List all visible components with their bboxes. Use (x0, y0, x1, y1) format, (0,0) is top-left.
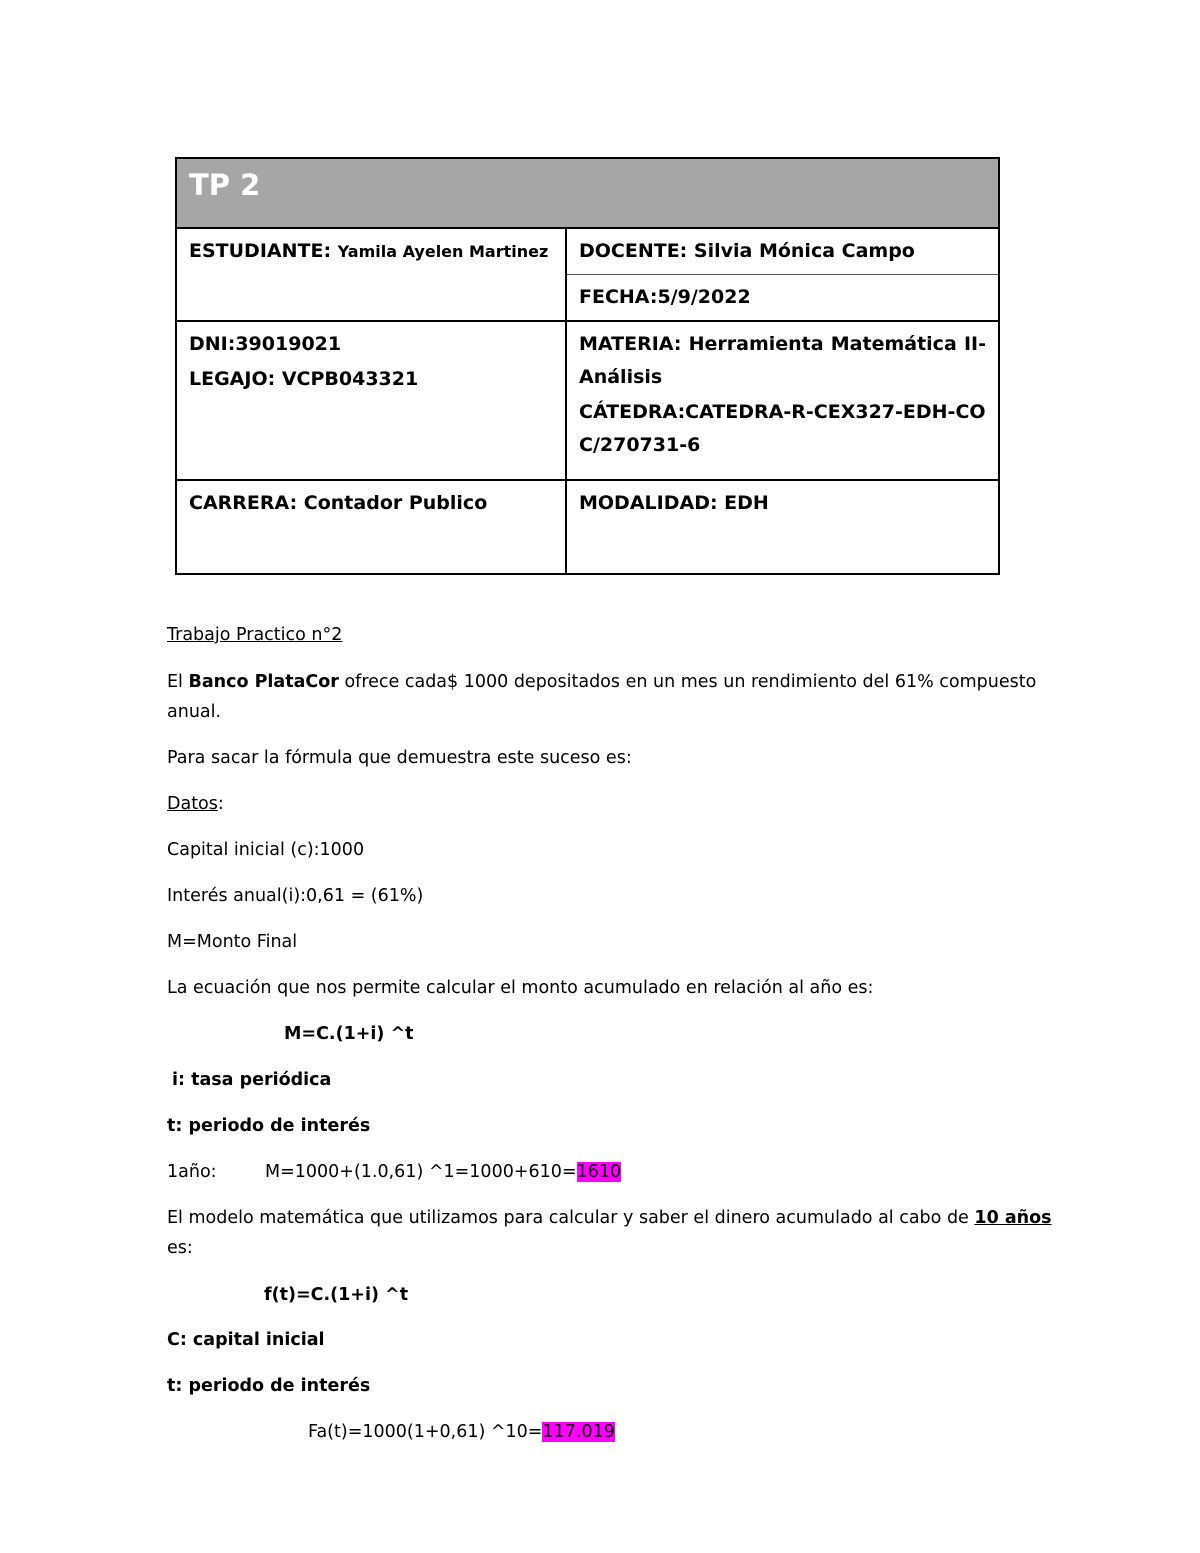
materia-word: Herramienta (688, 333, 824, 355)
date-cell (566, 275, 999, 322)
teacher: DOCENTE: Silvia Mónica Campo (579, 240, 915, 262)
model-intro-line-2: es: (167, 1238, 193, 1258)
final-amount-line: M=Monto Final (167, 932, 298, 952)
intro-rest: ofrece cada$ 1000 depositados en un mes un rendimiento del 61% compuesto (338, 672, 1037, 692)
t-definition: t: periodo de interés (167, 1116, 371, 1136)
data-colon: : (217, 794, 224, 814)
header-table (175, 157, 1000, 575)
data-heading (167, 789, 224, 819)
final-result: 117.019 (542, 1422, 615, 1442)
dni: DNI:39019021 (189, 333, 342, 355)
career-cell (176, 480, 566, 574)
student-name: Yamila Ayelen Martinez (337, 242, 549, 261)
subject-cell (566, 321, 999, 480)
legajo: LEGAJO: VCPB043321 (189, 368, 419, 390)
career: CARRERA: Contador Publico (189, 492, 488, 514)
student-cell (176, 228, 566, 321)
bank-name: Banco PlataCor (188, 672, 339, 692)
year1-label: 1año: (167, 1162, 217, 1182)
model-years: 10 años (974, 1208, 1052, 1228)
c-definition: C: capital inicial (167, 1330, 325, 1350)
year1-calc: M=1000+(1.0,61) ^1=1000+610= (265, 1162, 577, 1182)
modality-cell (566, 480, 999, 574)
interest-line: Interés anual(i):0,61 = (61%) (167, 886, 424, 906)
model-intro-line-1 (167, 1203, 1052, 1233)
equation: M=C.(1+i) ^t (284, 1024, 414, 1044)
i-definition: i: tasa periódica (172, 1070, 332, 1090)
modality: MODALIDAD: EDH (579, 492, 769, 514)
formula-intro: Para sacar la fórmula que demuestra este suceso es: (167, 748, 632, 768)
capital-line: Capital inicial (c):1000 (167, 840, 365, 860)
materia-word: MATERIA: (579, 333, 682, 355)
catedra-line-2: C/270731-6 (579, 434, 701, 456)
materia-word: II- (963, 333, 986, 355)
materia-line (579, 328, 986, 361)
section-heading: Trabajo Practico n°2 (167, 625, 343, 645)
t-definition-2: t: periodo de interés (167, 1376, 371, 1396)
student-label: ESTUDIANTE: (189, 240, 332, 262)
model-equation: f(t)=C.(1+i) ^t (264, 1285, 409, 1305)
intro-line-1 (167, 667, 1036, 697)
final-calc-line (308, 1417, 615, 1447)
materia-line-2: Análisis (579, 366, 663, 388)
equation-intro: La ecuación que nos permite calcular el monto acumulado en relación al año es: (167, 978, 874, 998)
intro-pre: El (167, 672, 189, 692)
intro-line-2: anual. (167, 702, 222, 722)
title-cell (176, 158, 999, 228)
year1-result: 1610 (576, 1162, 622, 1182)
id-cell (176, 321, 566, 480)
document-title: TP 2 (189, 168, 261, 202)
catedra-line-1: CÁTEDRA:CATEDRA-R-CEX327-EDH-CO (579, 401, 986, 423)
date: FECHA:5/9/2022 (579, 286, 751, 308)
year1-calc-line (265, 1157, 621, 1187)
final-calc: Fa(t)=1000(1+0,61) ^10= (308, 1422, 543, 1442)
model-intro-pre: El modelo matemática que utilizamos para calcular y saber el dinero acumulado al cabo de (167, 1208, 975, 1228)
materia-word: Matemática (830, 333, 957, 355)
data-label: Datos (167, 794, 218, 814)
teacher-cell (566, 228, 999, 275)
